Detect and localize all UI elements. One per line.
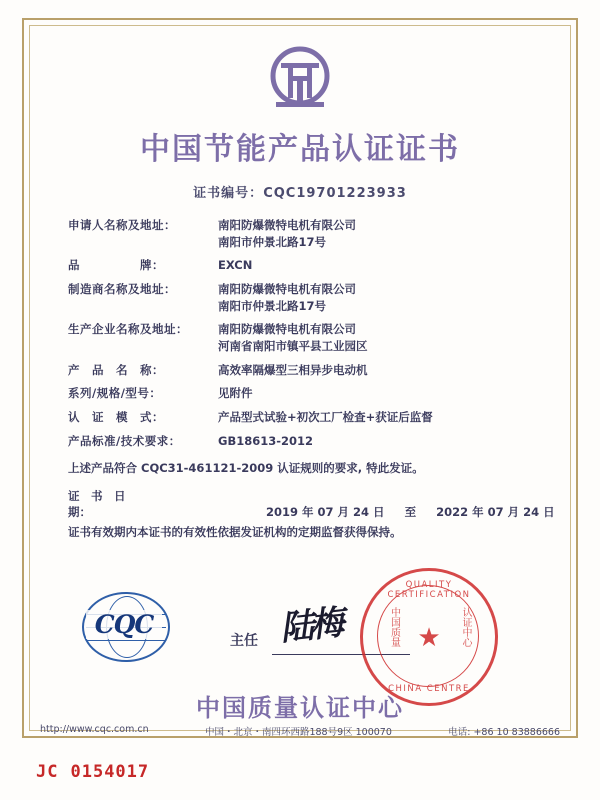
footer-phone [448, 724, 560, 738]
certificate-fields [40, 217, 560, 449]
field-product-standard [68, 433, 550, 450]
field-series-model [68, 385, 550, 402]
page-title: 中国节能产品认证证书 [140, 132, 460, 167]
field-value-line1: 南阳防爆微特电机有限公司 [218, 322, 356, 337]
field-product-name [68, 362, 550, 379]
field-applicant [68, 217, 550, 250]
seal-text-cn-left: 中国质量 [388, 607, 400, 647]
signature-label: 主任 [230, 633, 258, 649]
star-icon: ★ [417, 622, 441, 652]
validity-note: 证书有效期内本证书的有效性依据发证机构的定期监督获得保持。 [68, 524, 402, 539]
certificate-number-value: CQC19701223933 [263, 186, 407, 201]
seal-text-top: QUALITY CERTIFICATION [387, 580, 471, 600]
field-value-line1: GB18613-2012 [218, 433, 313, 448]
field-value-line2: 南阳市仲景北路17号 [218, 298, 327, 313]
field-value-line1: 高效率隔爆型三相异步电动机 [218, 362, 368, 377]
official-seal [360, 568, 498, 706]
certificate-number-line [40, 182, 560, 201]
field-label: 品 牌： [68, 258, 164, 273]
frame-corner-top-right [560, 18, 578, 36]
frame-corner-bottom-left [22, 720, 40, 738]
field-value-line1: 产品型式试验+初次工厂检查+获证后监督 [218, 410, 433, 425]
compliance-statement: 上述产品符合 CQC31-461121-2009 认证规则的要求, 特此发证。 [68, 461, 424, 476]
field-value-line1: EXCN [218, 258, 253, 273]
footer-address: 中国・北京・南四环西路188号9区 100070 [204, 727, 392, 738]
validity-row [40, 488, 560, 520]
field-manufacturer [68, 281, 550, 314]
certificate-footer-block [40, 560, 560, 720]
field-value [218, 281, 550, 314]
field-label: 系列/规格/型号： [68, 386, 162, 401]
cqc-emblem-icon [40, 46, 560, 120]
field-production-enterprise [68, 321, 550, 354]
validity-start-date: 2019 年 07 月 24 日 [266, 504, 385, 519]
field-value-line1: 南阳防爆微特电机有限公司 [218, 282, 356, 297]
validity-end-date: 2022 年 07 月 24 日 [436, 504, 555, 519]
cqc-logo [82, 592, 174, 662]
field-value [218, 217, 550, 250]
field-value-line1: 见附件 [218, 386, 253, 401]
field-value [218, 321, 550, 354]
frame-corner-top-left [22, 18, 40, 36]
field-certification-mode [68, 409, 550, 426]
field-value-line1: 南阳防爆微特电机有限公司 [218, 218, 356, 232]
field-value [218, 409, 550, 426]
field-label: 产品标准/技术要求： [68, 433, 181, 448]
field-label: 生产企业名称及地址： [68, 322, 188, 337]
seal-text-bottom: CHINA CENTRE [388, 684, 470, 694]
certificate-content [40, 34, 560, 540]
footer-phone-label: 电话: [448, 727, 471, 738]
page-footer [40, 724, 560, 738]
field-brand [68, 257, 550, 274]
validity-separator: 至 [404, 504, 417, 519]
field-label: 申请人名称及地址： [68, 218, 176, 232]
seal-text-cn-right: 认证中心 [460, 607, 471, 647]
field-label: 制造商名称及地址： [68, 282, 176, 297]
serial-number [36, 762, 149, 782]
field-value-line2: 河南省南阳市镇平县工业园区 [218, 339, 368, 354]
serial-value: 0154017 [70, 762, 150, 782]
cqc-logo-text: CQC [86, 610, 162, 639]
footer-phone-value: +86 10 83886666 [473, 727, 560, 738]
field-value [218, 385, 550, 402]
field-value [218, 362, 550, 379]
frame-corner-bottom-right [560, 720, 578, 738]
validity-label: 证 书 日 期： [68, 488, 137, 519]
footer-website[interactable]: http://www.cqc.com.cn [40, 724, 149, 735]
signature-script: 陆梅 [278, 602, 343, 650]
field-label: 认 证 模 式： [68, 410, 164, 425]
field-value-line2: 南阳市仲景北路17号 [218, 234, 327, 249]
issuing-organization: 中国质量认证中心 [196, 694, 404, 722]
field-value [218, 433, 550, 450]
globe-latitude-lower [87, 640, 165, 641]
serial-prefix: JC [36, 762, 59, 782]
field-value [218, 257, 550, 274]
certificate-number-label: 证书编号： [193, 186, 264, 201]
field-label: 产 品 名 称： [68, 362, 164, 377]
